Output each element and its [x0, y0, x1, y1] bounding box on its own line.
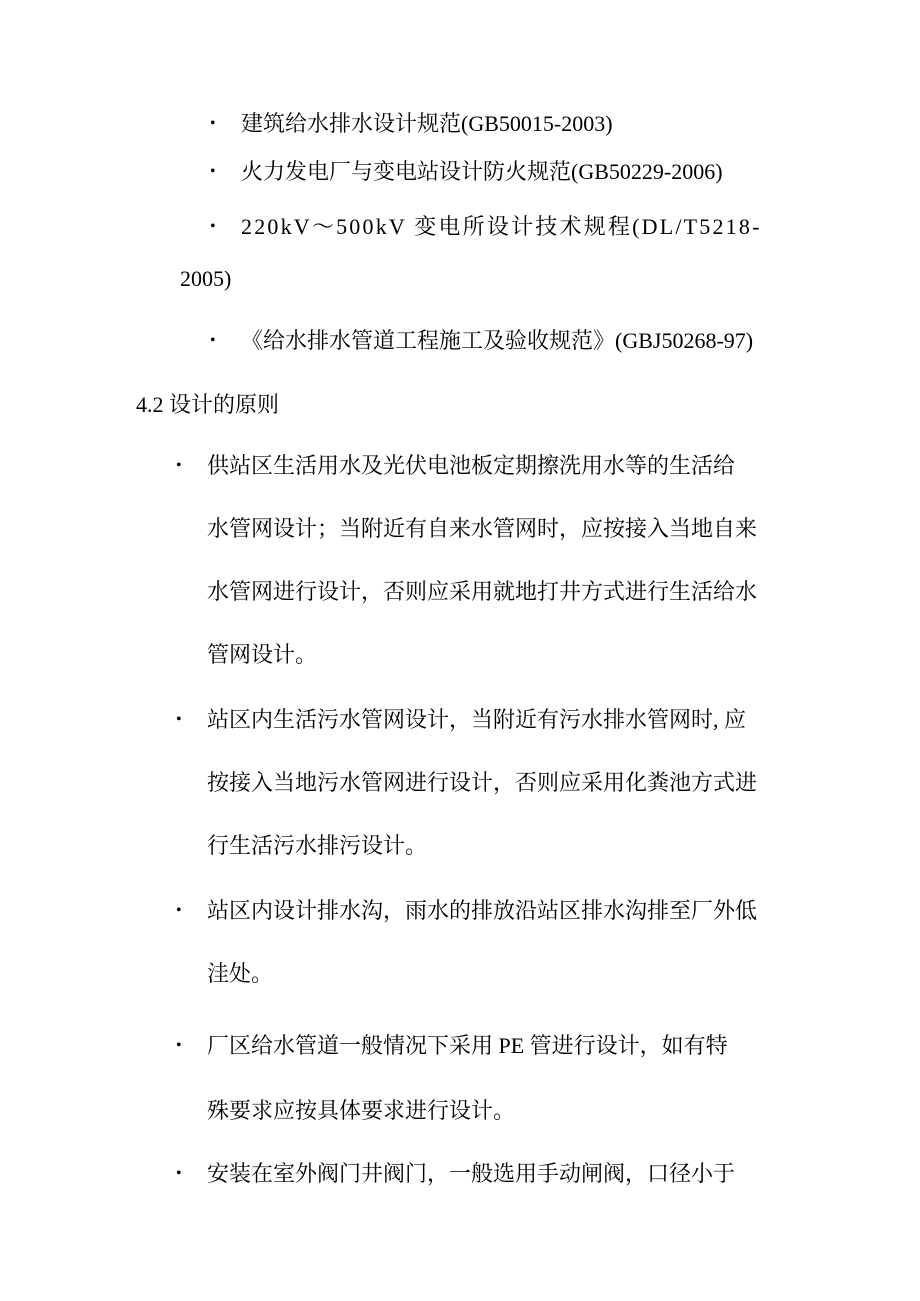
bullet-marker: •	[176, 1037, 182, 1054]
principle-2-line-2: 按接入当地污水管网进行设计，否则应采用化粪池方式进	[207, 770, 758, 795]
principle-2-line-3: 行生活污水排污设计。	[207, 833, 428, 858]
principle-5-line-1: 安装在室外阀门井阀门，一般选用手动闸阀，口径小于	[207, 1161, 736, 1186]
bullet-marker: •	[210, 332, 216, 349]
bullet-marker: •	[176, 902, 182, 919]
bullet-marker: •	[210, 218, 216, 235]
bullet-marker: •	[176, 457, 182, 474]
bullet-marker: •	[210, 163, 216, 180]
principle-4-line-1: 厂区给水管道一般情况下采用 PE 管进行设计，如有特	[207, 1033, 728, 1058]
reference-item-4: 《给水排水管道工程施工及验收规范》(GBJ50268-97)	[241, 328, 754, 353]
principle-3-line-2: 洼处。	[207, 961, 274, 986]
reference-item-3-continuation: 2005)	[180, 266, 232, 291]
principle-1-line-2: 水管网设计；当附近有自来水管网时，应按接入当地自来	[207, 516, 758, 541]
principle-2-line-1: 站区内生活污水管网设计，当附近有污水排水管网时, 应	[207, 707, 747, 732]
principle-1-line-1: 供站区生活用水及光伏电池板定期擦洗用水等的生活给	[207, 453, 736, 478]
principle-4-line-2: 殊要求应按具体要求进行设计。	[207, 1098, 516, 1123]
bullet-marker: •	[210, 115, 216, 132]
reference-item-3: 220kV～500kV 变电所设计技术规程(DL/T5218-	[241, 214, 762, 239]
principle-1-line-3: 水管网进行设计，否则应采用就地打井方式进行生活给水	[207, 579, 758, 604]
bullet-marker: •	[176, 711, 182, 728]
reference-item-1: 建筑给水排水设计规范(GB50015-2003)	[241, 111, 613, 136]
principle-3-line-1: 站区内设计排水沟，雨水的排放沿站区排水沟排至厂外低	[207, 898, 758, 923]
reference-item-2: 火力发电厂与变电站设计防火规范(GB50229-2006)	[241, 159, 723, 184]
bullet-marker: •	[176, 1165, 182, 1182]
principle-1-line-4: 管网设计。	[207, 642, 318, 667]
section-heading: 4.2 设计的原则	[136, 392, 280, 417]
